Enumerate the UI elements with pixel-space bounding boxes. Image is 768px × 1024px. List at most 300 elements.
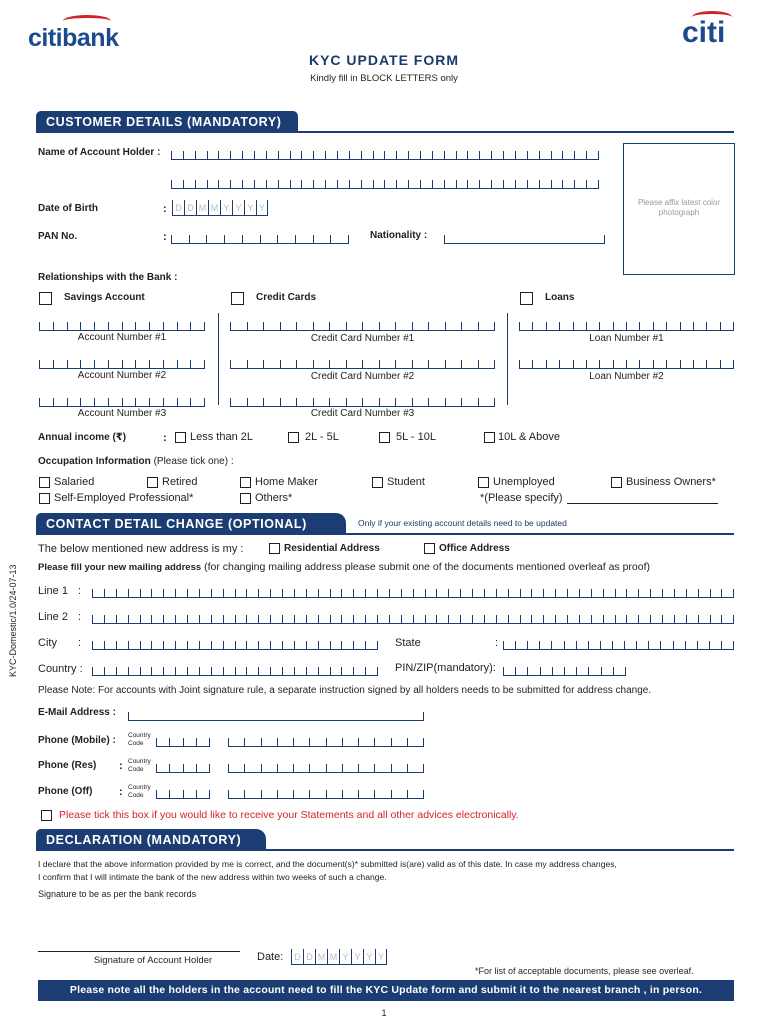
char-box[interactable] [207, 180, 219, 189]
char-box[interactable] [230, 322, 247, 331]
char-box[interactable] [187, 641, 199, 650]
char-box[interactable] [365, 641, 378, 650]
date-char-box[interactable]: Y [351, 949, 363, 964]
char-box[interactable] [379, 398, 396, 407]
char-box[interactable] [122, 398, 136, 407]
char-box[interactable] [263, 360, 280, 369]
char-box[interactable] [710, 589, 722, 598]
estatement-checkbox[interactable] [41, 810, 52, 821]
date-char-box[interactable]: M [196, 200, 208, 215]
char-box[interactable] [53, 360, 67, 369]
char-box[interactable] [391, 790, 407, 799]
char-box[interactable] [346, 360, 363, 369]
char-box[interactable] [599, 322, 612, 331]
char-box[interactable] [183, 738, 196, 747]
income-checkbox[interactable] [175, 432, 186, 443]
date-char-box[interactable]: M [208, 200, 220, 215]
char-box[interactable] [242, 235, 260, 244]
char-box[interactable] [258, 667, 270, 676]
char-box[interactable] [503, 151, 515, 160]
char-box[interactable] [428, 360, 445, 369]
char-box[interactable] [247, 322, 264, 331]
char-box[interactable] [567, 615, 579, 624]
pin-input[interactable] [503, 660, 626, 676]
char-box[interactable] [586, 360, 599, 369]
char-box[interactable] [591, 615, 603, 624]
char-box[interactable] [277, 235, 295, 244]
char-box[interactable] [650, 589, 662, 598]
char-box[interactable] [698, 615, 710, 624]
account-number-input[interactable] [39, 353, 205, 369]
phone-res-input[interactable] [228, 757, 424, 773]
char-box[interactable] [342, 738, 358, 747]
char-box[interactable] [242, 180, 254, 189]
char-box[interactable] [223, 589, 235, 598]
char-box[interactable] [313, 398, 330, 407]
char-box[interactable] [156, 790, 169, 799]
char-box[interactable] [353, 667, 365, 676]
loan-number-input[interactable] [519, 315, 734, 331]
char-box[interactable] [296, 398, 313, 407]
char-box[interactable] [94, 360, 108, 369]
char-box[interactable] [329, 322, 346, 331]
char-box[interactable] [228, 790, 244, 799]
char-box[interactable] [515, 641, 527, 650]
char-box[interactable] [53, 398, 67, 407]
char-box[interactable] [491, 180, 503, 189]
char-box[interactable] [156, 764, 169, 773]
char-box[interactable] [379, 360, 396, 369]
char-box[interactable] [540, 667, 552, 676]
char-box[interactable] [175, 615, 187, 624]
char-box[interactable] [278, 180, 290, 189]
char-box[interactable] [413, 615, 425, 624]
loans-checkbox[interactable] [520, 292, 533, 305]
char-box[interactable] [313, 322, 330, 331]
date-char-box[interactable]: D [184, 200, 196, 215]
char-box[interactable] [318, 641, 330, 650]
char-box[interactable] [337, 151, 349, 160]
char-box[interactable] [244, 738, 260, 747]
char-box[interactable] [326, 764, 342, 773]
account-number-input[interactable] [39, 391, 205, 407]
char-box[interactable] [389, 589, 401, 598]
char-box[interactable] [373, 151, 385, 160]
char-box[interactable] [313, 151, 325, 160]
char-box[interactable] [242, 151, 254, 160]
char-box[interactable] [543, 589, 555, 598]
char-box[interactable] [412, 360, 429, 369]
char-box[interactable] [564, 667, 576, 676]
char-box[interactable] [365, 615, 377, 624]
char-box[interactable] [258, 589, 270, 598]
char-box[interactable] [104, 589, 116, 598]
char-box[interactable] [325, 180, 337, 189]
char-box[interactable] [196, 764, 210, 773]
char-box[interactable] [313, 235, 331, 244]
char-box[interactable] [346, 398, 363, 407]
char-box[interactable] [175, 667, 187, 676]
char-box[interactable] [230, 151, 242, 160]
char-box[interactable] [588, 667, 600, 676]
char-box[interactable] [337, 180, 349, 189]
char-box[interactable] [266, 180, 278, 189]
country-code-input[interactable] [156, 757, 210, 773]
char-box[interactable] [520, 615, 532, 624]
char-box[interactable] [301, 180, 313, 189]
char-box[interactable] [140, 589, 152, 598]
char-box[interactable] [261, 790, 277, 799]
char-box[interactable] [539, 641, 551, 650]
char-box[interactable] [576, 667, 588, 676]
char-box[interactable] [270, 589, 282, 598]
char-box[interactable] [636, 641, 648, 650]
char-box[interactable] [190, 360, 205, 369]
char-box[interactable] [163, 641, 175, 650]
char-box[interactable] [128, 615, 140, 624]
char-box[interactable] [720, 360, 734, 369]
char-box[interactable] [151, 589, 163, 598]
income-checkbox[interactable] [379, 432, 390, 443]
char-box[interactable] [539, 180, 551, 189]
date-char-box[interactable]: Y [363, 949, 375, 964]
char-box[interactable] [341, 667, 353, 676]
char-box[interactable] [467, 180, 479, 189]
char-box[interactable] [195, 151, 207, 160]
char-box[interactable] [445, 322, 462, 331]
char-box[interactable] [163, 398, 177, 407]
char-box[interactable] [260, 235, 278, 244]
occupation-checkbox[interactable] [39, 493, 50, 504]
char-box[interactable] [177, 360, 191, 369]
char-box[interactable] [261, 764, 277, 773]
char-box[interactable] [128, 589, 140, 598]
date-char-box[interactable]: Y [244, 200, 256, 215]
char-box[interactable] [674, 615, 686, 624]
char-box[interactable] [341, 615, 353, 624]
name-input-row-1[interactable] [171, 144, 599, 160]
date-char-box[interactable]: Y [256, 200, 268, 215]
char-box[interactable] [362, 322, 379, 331]
char-box[interactable] [156, 738, 169, 747]
char-box[interactable] [720, 322, 734, 331]
char-box[interactable] [491, 151, 503, 160]
char-box[interactable] [223, 641, 235, 650]
char-box[interactable] [362, 360, 379, 369]
char-box[interactable] [223, 615, 235, 624]
char-box[interactable] [612, 641, 624, 650]
char-box[interactable] [353, 615, 365, 624]
char-box[interactable] [190, 322, 205, 331]
char-box[interactable] [408, 180, 420, 189]
char-box[interactable] [218, 151, 230, 160]
char-box[interactable] [277, 738, 293, 747]
char-box[interactable] [353, 641, 365, 650]
char-box[interactable] [680, 322, 693, 331]
char-box[interactable] [244, 764, 260, 773]
char-box[interactable] [448, 615, 460, 624]
char-box[interactable] [546, 322, 559, 331]
char-box[interactable] [588, 641, 600, 650]
char-box[interactable] [108, 398, 122, 407]
char-box[interactable] [586, 322, 599, 331]
char-box[interactable] [461, 360, 478, 369]
char-box[interactable] [122, 322, 136, 331]
char-box[interactable] [169, 790, 182, 799]
char-box[interactable] [261, 738, 277, 747]
char-box[interactable] [330, 641, 342, 650]
occupation-checkbox[interactable] [611, 477, 622, 488]
char-box[interactable] [478, 360, 496, 369]
char-box[interactable] [175, 641, 187, 650]
char-box[interactable] [573, 360, 586, 369]
char-box[interactable] [603, 615, 615, 624]
char-box[interactable] [92, 615, 104, 624]
char-box[interactable] [638, 589, 650, 598]
char-box[interactable] [196, 738, 210, 747]
char-box[interactable] [140, 615, 152, 624]
char-box[interactable] [266, 151, 278, 160]
char-box[interactable] [313, 180, 325, 189]
char-box[interactable] [116, 589, 128, 598]
char-box[interactable] [396, 180, 408, 189]
char-box[interactable] [555, 615, 567, 624]
char-box[interactable] [680, 360, 693, 369]
char-box[interactable] [301, 151, 313, 160]
char-box[interactable] [373, 180, 385, 189]
char-box[interactable] [313, 360, 330, 369]
char-box[interactable] [428, 398, 445, 407]
char-box[interactable] [92, 641, 104, 650]
phone-off-input[interactable] [228, 783, 424, 799]
char-box[interactable] [230, 398, 247, 407]
char-box[interactable] [436, 589, 448, 598]
char-box[interactable] [479, 180, 491, 189]
char-box[interactable] [365, 589, 377, 598]
char-box[interactable] [230, 360, 247, 369]
char-box[interactable] [478, 322, 496, 331]
date-char-box[interactable]: M [327, 949, 339, 964]
char-box[interactable] [247, 360, 264, 369]
occupation-checkbox[interactable] [240, 493, 251, 504]
char-box[interactable] [484, 615, 496, 624]
char-box[interactable] [183, 151, 195, 160]
char-box[interactable] [294, 667, 306, 676]
char-box[interactable] [527, 667, 539, 676]
char-box[interactable] [211, 589, 223, 598]
char-box[interactable] [116, 615, 128, 624]
email-input[interactable] [128, 705, 424, 721]
char-box[interactable] [576, 641, 588, 650]
country-input[interactable] [92, 660, 378, 676]
char-box[interactable] [532, 360, 545, 369]
char-box[interactable] [420, 151, 432, 160]
char-box[interactable] [650, 615, 662, 624]
char-box[interactable] [349, 180, 361, 189]
char-box[interactable] [318, 667, 330, 676]
char-box[interactable] [128, 667, 140, 676]
char-box[interactable] [270, 615, 282, 624]
char-box[interactable] [330, 667, 342, 676]
char-box[interactable] [574, 180, 586, 189]
char-box[interactable] [306, 615, 318, 624]
char-box[interactable] [326, 738, 342, 747]
char-box[interactable] [706, 322, 719, 331]
char-box[interactable] [503, 667, 515, 676]
char-box[interactable] [586, 180, 599, 189]
char-box[interactable] [116, 641, 128, 650]
char-box[interactable] [603, 589, 615, 598]
char-box[interactable] [551, 641, 563, 650]
char-box[interactable] [277, 764, 293, 773]
char-box[interactable] [39, 322, 53, 331]
char-box[interactable] [579, 615, 591, 624]
income-checkbox[interactable] [484, 432, 495, 443]
char-box[interactable] [211, 641, 223, 650]
char-box[interactable] [258, 615, 270, 624]
loan-number-input[interactable] [519, 353, 734, 369]
char-box[interactable] [295, 235, 313, 244]
char-box[interactable] [235, 641, 247, 650]
credit-cards-checkbox[interactable] [231, 292, 244, 305]
char-box[interactable] [80, 398, 94, 407]
char-box[interactable] [206, 235, 224, 244]
char-box[interactable] [296, 322, 313, 331]
char-box[interactable] [235, 667, 247, 676]
char-box[interactable] [519, 322, 532, 331]
char-box[interactable] [189, 235, 207, 244]
char-box[interactable] [559, 322, 572, 331]
char-box[interactable] [92, 667, 104, 676]
char-box[interactable] [384, 180, 396, 189]
char-box[interactable] [183, 790, 196, 799]
char-box[interactable] [615, 615, 627, 624]
char-box[interactable] [444, 151, 456, 160]
char-box[interactable] [341, 641, 353, 650]
date-char-box[interactable]: D [291, 949, 303, 964]
char-box[interactable] [230, 180, 242, 189]
char-box[interactable] [503, 180, 515, 189]
char-box[interactable] [293, 738, 309, 747]
char-box[interactable] [639, 360, 652, 369]
char-box[interactable] [247, 398, 264, 407]
occupation-checkbox[interactable] [372, 477, 383, 488]
char-box[interactable] [445, 398, 462, 407]
char-box[interactable] [151, 615, 163, 624]
char-box[interactable] [358, 764, 374, 773]
char-box[interactable] [294, 641, 306, 650]
char-box[interactable] [163, 322, 177, 331]
char-box[interactable] [531, 615, 543, 624]
char-box[interactable] [420, 180, 432, 189]
char-box[interactable] [228, 738, 244, 747]
char-box[interactable] [428, 322, 445, 331]
char-box[interactable] [436, 615, 448, 624]
char-box[interactable] [579, 589, 591, 598]
signature-line[interactable] [38, 951, 240, 952]
char-box[interactable] [662, 589, 674, 598]
char-box[interactable] [508, 589, 520, 598]
char-box[interactable] [218, 180, 230, 189]
char-box[interactable] [401, 615, 413, 624]
address-line1-input[interactable] [92, 582, 734, 598]
char-box[interactable] [456, 151, 468, 160]
char-box[interactable] [448, 589, 460, 598]
char-box[interactable] [519, 360, 532, 369]
char-box[interactable] [377, 615, 389, 624]
char-box[interactable] [39, 360, 53, 369]
char-box[interactable] [460, 589, 472, 598]
char-box[interactable] [151, 641, 163, 650]
char-box[interactable] [211, 667, 223, 676]
char-box[interactable] [199, 667, 211, 676]
char-box[interactable] [546, 360, 559, 369]
char-box[interactable] [639, 322, 652, 331]
char-box[interactable] [353, 589, 365, 598]
char-box[interactable] [389, 615, 401, 624]
credit-card-input[interactable] [230, 353, 495, 369]
char-box[interactable] [591, 589, 603, 598]
char-box[interactable] [263, 322, 280, 331]
char-box[interactable] [395, 322, 412, 331]
char-box[interactable] [135, 322, 149, 331]
char-box[interactable] [412, 322, 429, 331]
char-box[interactable] [223, 667, 235, 676]
char-box[interactable] [280, 360, 297, 369]
char-box[interactable] [532, 322, 545, 331]
char-box[interactable] [624, 641, 636, 650]
char-box[interactable] [709, 641, 721, 650]
char-box[interactable] [527, 180, 539, 189]
char-box[interactable] [693, 322, 706, 331]
char-box[interactable] [169, 764, 182, 773]
char-box[interactable] [432, 180, 444, 189]
char-box[interactable] [666, 322, 679, 331]
char-box[interactable] [244, 790, 260, 799]
char-box[interactable] [562, 180, 574, 189]
char-box[interactable] [169, 738, 182, 747]
pan-input[interactable] [171, 228, 349, 244]
char-box[interactable] [515, 151, 527, 160]
char-box[interactable] [710, 615, 722, 624]
char-box[interactable] [163, 589, 175, 598]
char-box[interactable] [395, 398, 412, 407]
char-box[interactable] [341, 589, 353, 598]
char-box[interactable] [496, 589, 508, 598]
char-box[interactable] [600, 641, 612, 650]
char-box[interactable] [116, 667, 128, 676]
address-line2-input[interactable] [92, 608, 734, 624]
char-box[interactable] [282, 615, 294, 624]
char-box[interactable] [190, 398, 205, 407]
char-box[interactable] [693, 360, 706, 369]
char-box[interactable] [183, 764, 196, 773]
date-char-box[interactable]: D [172, 200, 184, 215]
char-box[interactable] [374, 738, 390, 747]
char-box[interactable] [187, 615, 199, 624]
phone-mobile-input[interactable] [228, 731, 424, 747]
char-box[interactable] [527, 151, 539, 160]
char-box[interactable] [496, 615, 508, 624]
char-box[interactable] [407, 764, 424, 773]
office-checkbox[interactable] [424, 543, 435, 554]
char-box[interactable] [613, 322, 626, 331]
char-box[interactable] [503, 641, 515, 650]
date-char-box[interactable]: D [303, 949, 315, 964]
char-box[interactable] [543, 615, 555, 624]
char-box[interactable] [92, 589, 104, 598]
char-box[interactable] [309, 790, 325, 799]
